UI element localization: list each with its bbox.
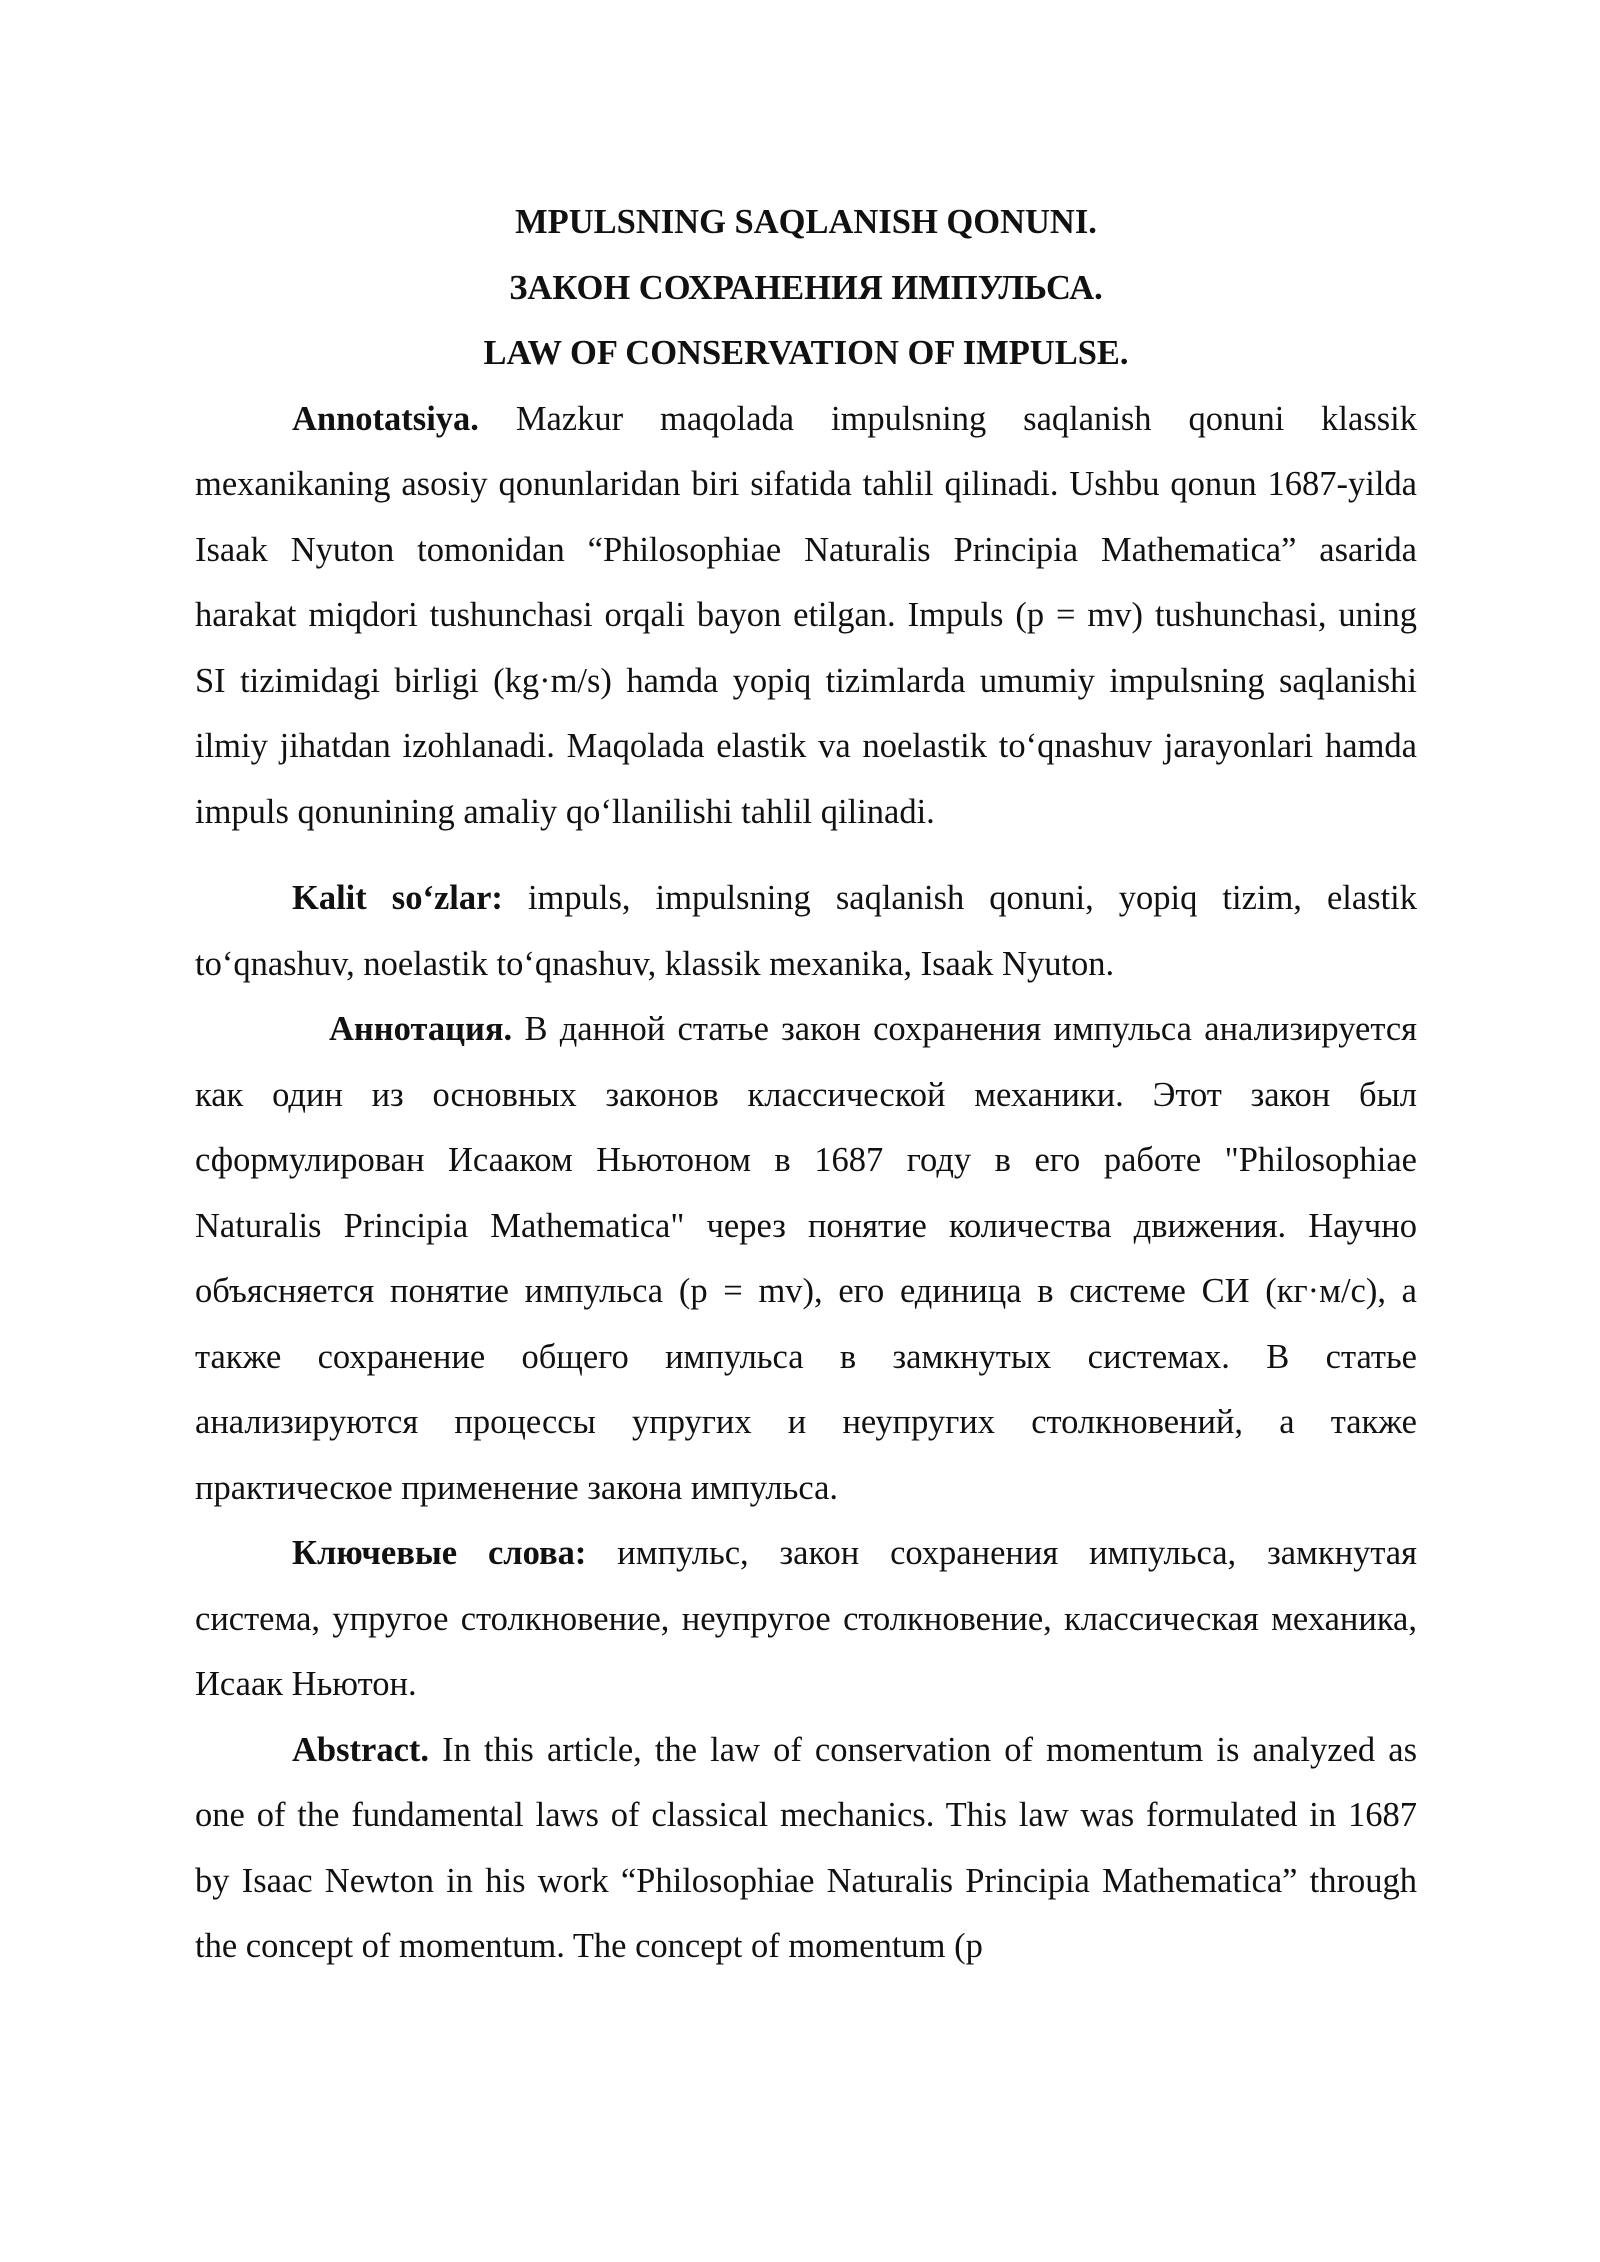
annotation-uzbek-text: Mazkur maqolada impulsning saqlanish qonuni klassik mexanikaning asosiy qonunlaridan biri sifatida tahlil qilinadi. Ushbu qonun 1687-yilda Isaak Nyuton tomonidan “Philosophiae Naturalis Principia Mathematica” asarida harakat miqdori tushunchasi orqali bayon etilgan. Impuls (p = mv) tushunchasi, uning SI tizimidagi birligi (kg·m/s) hamda yopiq tizimlarda umumiy impulsning saqlanishi ilmiy jihatdan izohlanadi. Maqolada elastik va noelastik to‘qnashuv jarayonlari hamda impuls qonunining amaliy qo‘llanilishi tahlil qilinadi.: [195, 399, 1418, 831]
keywords-russian-text: импульс, закон сохранения импульса, замкнутая система, упругое столкновение, неупругое столкновение, классическая механика, Исаак Ньютон.: [195, 1534, 1417, 1703]
annotation-russian-label: Аннотация.: [329, 1010, 513, 1048]
annotation-russian-text: В данной статье закон сохранения импульса анализируется как один из основных законов классической механики. Этот закон был сформулирован Исааком Ньютоном в 1687 году в его работе "Philosophiae Naturalis Principia Mathematica" через понятие количества движения. Научно объясняется понятие импульса (p = mv), его единица в системе СИ (кг·м/с), а также сохранение общего импульса в замкнутых системах. В статье анализируются процессы упругих и неупругих столкновений, а также практическое применение закона импульса.: [195, 1010, 1418, 1507]
keywords-russian: [195, 1521, 1417, 1718]
annotation-uzbek-label: Annotatsiya.: [292, 399, 479, 438]
title-uzbek: MPULSNING SAQLANISH QONUNI.: [515, 203, 1097, 241]
abstract-english: [195, 1718, 1417, 1980]
document-page: [195, 190, 1417, 1980]
keywords-uzbek-label: Kalit so‘zlar:: [292, 879, 503, 917]
abstract-english-label: Abstract.: [292, 1730, 430, 1769]
keywords-uzbek-text: impuls, impulsning saqlanish qonuni, yopiq tizim, elastik to‘qnashuv, noelastik to‘qnashuv, klassik mexanika, Isaak Nyuton.: [195, 879, 1418, 983]
abstract-english-text: In this article, the law of conservation of momentum is analyzed as one of the fundamental laws of classical mechanics. This law was formulated in 1687 by Isaac Newton in his work “Philosophiae Naturalis Principia Mathematica” through the concept of momentum. The concept of momentum (p: [195, 1730, 1417, 1965]
keywords-uzbek: [195, 866, 1417, 997]
title-english: LAW OF CONSERVATION OF IMPULSE.: [483, 334, 1129, 372]
annotation-russian: [195, 997, 1417, 1521]
title-russian: ЗАКОН СОХРАНЕНИЯ ИМПУЛЬСА.: [509, 268, 1103, 307]
annotation-uzbek: [195, 387, 1417, 846]
keywords-russian-label: Ключевые слова:: [292, 1534, 587, 1572]
